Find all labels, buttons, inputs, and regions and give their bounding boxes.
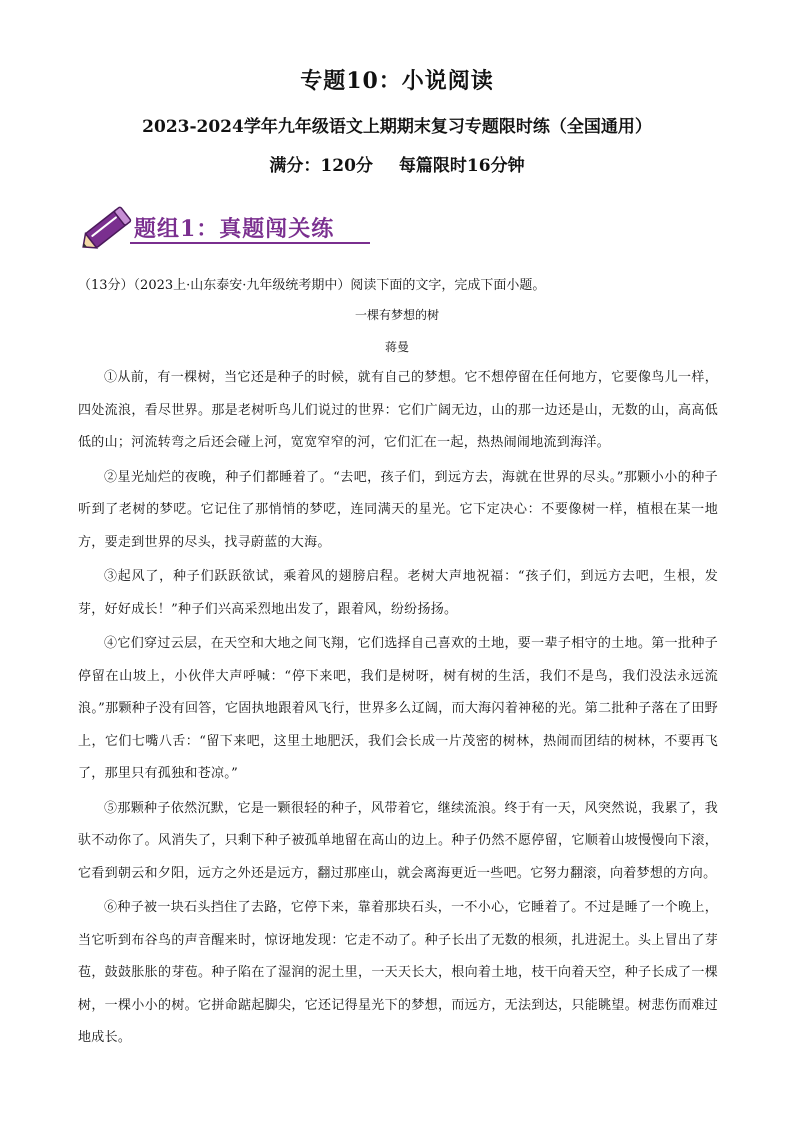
paragraph-2: ②星光灿烂的夜晚，种子们都睡着了。“去吧，孩子们，到远方去，海就在世界的尽头。”那颗小小的种子听到了老树的梦呓。它记住了那悄悄的梦呓，连同满天的星光。它下定决心：不要像树一样，植根在某一地方，要走到世界的尽头，找寻蔚蓝的大海。 xyxy=(78,469,718,550)
paragraph-3: ③起风了，种子们跃跃欲试，乘着风的翅膀启程。老树大声地祝福：“孩子们，到远方去吧，生根，发芽，好好成长！”种子们兴高采烈地出发了，跟着风，纷纷扬扬。 xyxy=(78,569,718,617)
page-title: 专题10：小说阅读 xyxy=(300,68,494,94)
score-line xyxy=(0,151,794,176)
question-intro: （13分）（2023上·山东泰安·九年级统考期中）阅读下面的文字，完成下面小题。 xyxy=(78,278,546,293)
paragraph-1: ①从前，有一棵树，当它还是种子的时候，就有自己的梦想。它不想停留在任何地方，它要像鸟儿一样，四处流浪，看尽世界。那是老树听鸟儿们说过的世界：它们广阔无边，山的那一边还是山，无数的山，高高低低的山；河流转弯之后还会碰上河，宽宽窄窄的河，它们汇在一起，热热闹闹地流到海洋。 xyxy=(78,370,718,450)
paragraph-6: ⑥种子被一块石头挡住了去路，它停下来，靠着那块石头，一不小心，它睡着了。不过是睡了一个晚上，当它听到布谷鸟的声音醒来时，惊讶地发现：它走不动了。种子长出了无数的根须，扎进泥土。头上冒出了芽苞，鼓鼓胀胀的芽苞。种子陷在了湿润的泥土里，一天天长大，根向着土地，枝干向着天空，种子长成了一棵树，一棵小小的树。它拼命踮起脚尖，它还记得星光下的梦想，而远方，无法到达，只能眺望。树悲伤而难过地成长。 xyxy=(78,900,718,1045)
story-body xyxy=(78,362,718,1057)
time-limit: 每篇限时16分钟 xyxy=(398,156,525,176)
paragraph-4: ④它们穿过云层，在天空和大地之间飞翔，它们选择自己喜欢的土地，要一辈子相守的土地。第一批种子停留在山坡上，小伙伴大声呼喊：“停下来吧，我们是树呀，树有树的生活，我们不是鸟，我们没法永远流浪。”那颗种子没有回答，它固执地跟着风飞行，世界多么辽阔，而大海闪着神秘的光。第二批种子落在了田野上，它们七嘴八舌：“留下来吧，这里土地肥沃，我们会长成一片茂密的树林，热闹而团结的树林，不要再飞了，那里只有孤独和苍凉。” xyxy=(78,636,718,781)
page-subtitle: 2023-2024学年九年级语文上期期末复习专题限时练（全国通用） xyxy=(142,117,652,137)
section-label: 题组1：真题闯关练 xyxy=(134,216,335,242)
full-score: 满分：120分 xyxy=(269,156,373,176)
story-author: 蒋曼 xyxy=(384,340,409,354)
section-underline xyxy=(130,242,370,244)
section-banner xyxy=(78,200,378,258)
story-title: 一棵有梦想的树 xyxy=(354,308,439,322)
paragraph-5: ⑤那颗种子依然沉默，它是一颗很轻的种子，风带着它，继续流浪。终于有一天，风突然说，我累了，我驮不动你了。风消失了，只剩下种子被孤单地留在高山的边上。种子仍然不愿停留，它顺着山坡慢慢向下滚，它看到朝云和夕阳，远方之外还是远方，翻过那座山，就会离海更近一些吧。它努力翻滚，向着梦想的方向。 xyxy=(78,800,718,881)
pencil-icon xyxy=(78,200,138,258)
